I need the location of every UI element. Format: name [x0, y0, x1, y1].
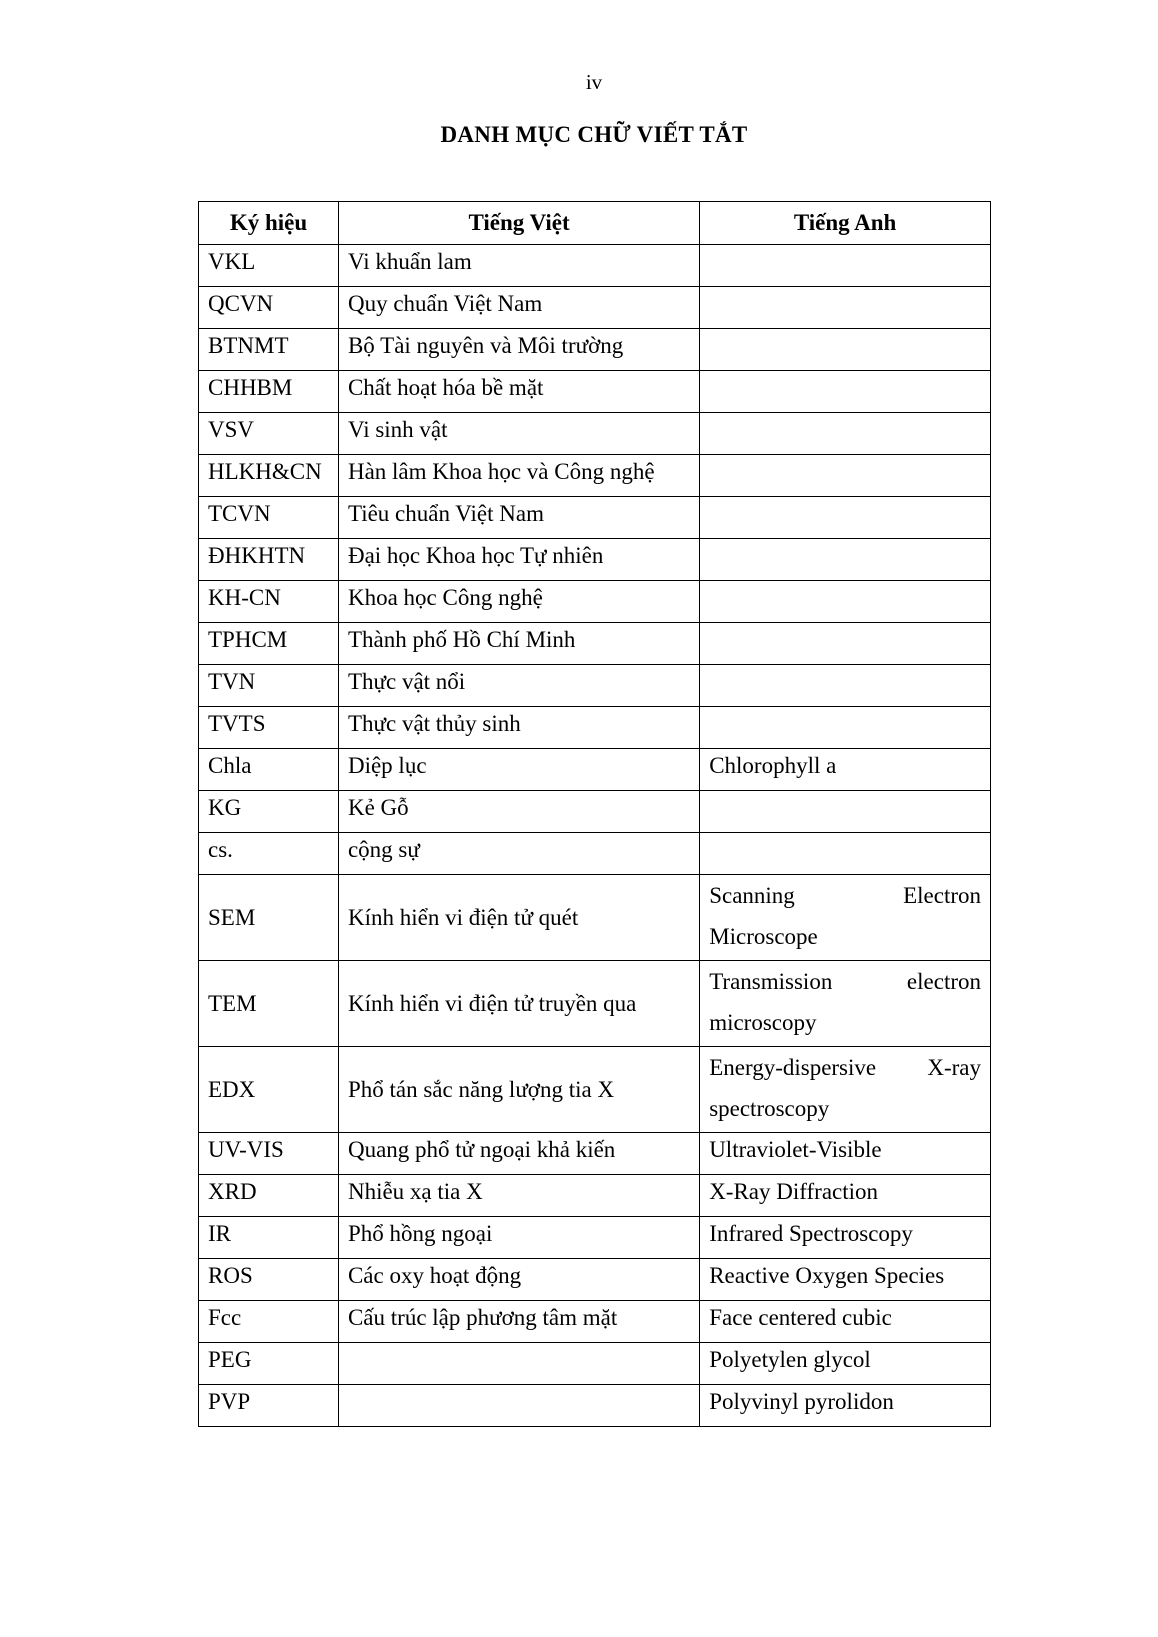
table-header-row [199, 202, 991, 245]
vietnamese-cell: Kính hiển vi điện tử quét [338, 875, 699, 961]
english-cell [700, 875, 991, 961]
vietnamese-cell: Kính hiển vi điện tử truyền qua [338, 961, 699, 1047]
table-row [199, 1301, 991, 1343]
english-cell [700, 455, 991, 497]
english-cell: Polyvinyl pyrolidon [700, 1385, 991, 1427]
english-word: Scanning [709, 883, 795, 908]
english-word: X-ray [927, 1055, 981, 1080]
english-cell [700, 329, 991, 371]
abbr-cell: Fcc [199, 1301, 339, 1343]
vietnamese-cell [338, 1385, 699, 1427]
abbr-cell: UV-VIS [199, 1133, 339, 1175]
english-cell: Face centered cubic [700, 1301, 991, 1343]
vietnamese-cell: Vi sinh vật [338, 413, 699, 455]
table-row [199, 539, 991, 581]
table-row [199, 1343, 991, 1385]
table-row [199, 581, 991, 623]
vietnamese-cell: Cấu trúc lập phương tâm mặt [338, 1301, 699, 1343]
english-line-1 [709, 1047, 981, 1088]
english-cell [700, 581, 991, 623]
abbr-cell: SEM [199, 875, 339, 961]
english-cell: Chlorophyll a [700, 749, 991, 791]
table-row [199, 791, 991, 833]
table-row [199, 665, 991, 707]
table-row [199, 961, 991, 1047]
vietnamese-cell: Chất hoạt hóa bề mặt [338, 371, 699, 413]
header-abbreviation: Ký hiệu [199, 202, 339, 245]
abbr-cell: ROS [199, 1259, 339, 1301]
header-english: Tiếng Anh [700, 202, 991, 245]
abbr-cell: TPHCM [199, 623, 339, 665]
abbr-cell: BTNMT [199, 329, 339, 371]
vietnamese-cell: Thành phố Hồ Chí Minh [338, 623, 699, 665]
english-cell: Infrared Spectroscopy [700, 1217, 991, 1259]
abbr-cell: VSV [199, 413, 339, 455]
abbr-cell: HLKH&CN [199, 455, 339, 497]
page-title: DANH MỤC CHỮ VIẾT TẮT [440, 122, 748, 147]
table-row [199, 1047, 991, 1133]
abbreviation-table [198, 201, 991, 1427]
vietnamese-cell: Kẻ Gỗ [338, 791, 699, 833]
abbr-cell: TEM [199, 961, 339, 1047]
abbr-cell: EDX [199, 1047, 339, 1133]
abbr-cell: cs. [199, 833, 339, 875]
vietnamese-cell: Đại học Khoa học Tự nhiên [338, 539, 699, 581]
table-row [199, 497, 991, 539]
abbr-cell: TVTS [199, 707, 339, 749]
english-cell [700, 371, 991, 413]
english-cell [700, 245, 991, 287]
english-line-1 [709, 961, 981, 1002]
english-cell [700, 665, 991, 707]
english-word: Energy-dispersive [709, 1055, 877, 1080]
vietnamese-cell: Bộ Tài nguyên và Môi trường [338, 329, 699, 371]
english-cell [700, 791, 991, 833]
header-vietnamese: Tiếng Việt [338, 202, 699, 245]
english-cell: X-Ray Diffraction [700, 1175, 991, 1217]
abbr-cell: KH-CN [199, 581, 339, 623]
table-row [199, 455, 991, 497]
abbr-cell: VKL [199, 245, 339, 287]
english-line-2: Microscope [709, 924, 818, 949]
vietnamese-cell: Thực vật thủy sinh [338, 707, 699, 749]
abbr-cell: IR [199, 1217, 339, 1259]
english-line-2: spectroscopy [709, 1096, 830, 1121]
english-cell [700, 707, 991, 749]
vietnamese-cell: Nhiễu xạ tia X [338, 1175, 699, 1217]
vietnamese-cell: Tiêu chuẩn Việt Nam [338, 497, 699, 539]
english-cell [700, 287, 991, 329]
table-row [199, 1217, 991, 1259]
vietnamese-cell: Phổ tán sắc năng lượng tia X [338, 1047, 699, 1133]
english-word: Transmission [709, 969, 833, 994]
english-cell [700, 961, 991, 1047]
abbr-cell: XRD [199, 1175, 339, 1217]
english-word: electron [906, 969, 981, 994]
vietnamese-cell: Hàn lâm Khoa học và Công nghệ [338, 455, 699, 497]
abbr-cell: PEG [199, 1343, 339, 1385]
abbr-cell: QCVN [199, 287, 339, 329]
abbr-cell: CHHBM [199, 371, 339, 413]
table-row [199, 245, 991, 287]
abbr-cell: TVN [199, 665, 339, 707]
table-row [199, 371, 991, 413]
vietnamese-cell: Khoa học Công nghệ [338, 581, 699, 623]
table-row [199, 329, 991, 371]
vietnamese-cell: Phổ hồng ngoại [338, 1217, 699, 1259]
english-word: Electron [903, 883, 981, 908]
english-cell [700, 413, 991, 455]
english-line-2: microscopy [709, 1010, 817, 1035]
english-line-1 [709, 875, 981, 916]
table-row [199, 833, 991, 875]
table-row [199, 749, 991, 791]
english-cell [700, 623, 991, 665]
table-row [199, 707, 991, 749]
table-row [199, 1133, 991, 1175]
english-cell [700, 833, 991, 875]
english-cell: Reactive Oxygen Species [700, 1259, 991, 1301]
english-cell [700, 497, 991, 539]
table-row [199, 1385, 991, 1427]
vietnamese-cell: Thực vật nổi [338, 665, 699, 707]
vietnamese-cell [338, 1343, 699, 1385]
vietnamese-cell: Quang phổ tử ngoại khả kiến [338, 1133, 699, 1175]
table-row [199, 623, 991, 665]
english-cell: Polyetylen glycol [700, 1343, 991, 1385]
vietnamese-cell: Vi khuẩn lam [338, 245, 699, 287]
vietnamese-cell: Các oxy hoạt động [338, 1259, 699, 1301]
english-cell: Ultraviolet-Visible [700, 1133, 991, 1175]
page-number: iv [585, 70, 603, 94]
vietnamese-cell: Diệp lục [338, 749, 699, 791]
table-row [199, 1259, 991, 1301]
english-cell [700, 539, 991, 581]
abbr-cell: KG [199, 791, 339, 833]
vietnamese-cell: Quy chuẩn Việt Nam [338, 287, 699, 329]
abbr-cell: TCVN [199, 497, 339, 539]
english-cell [700, 1047, 991, 1133]
vietnamese-cell: cộng sự [338, 833, 699, 875]
abbr-cell: Chla [199, 749, 339, 791]
table-row [199, 413, 991, 455]
abbr-cell: PVP [199, 1385, 339, 1427]
table-row [199, 1175, 991, 1217]
abbr-cell: ĐHKHTN [199, 539, 339, 581]
table-row [199, 875, 991, 961]
table-row [199, 287, 991, 329]
